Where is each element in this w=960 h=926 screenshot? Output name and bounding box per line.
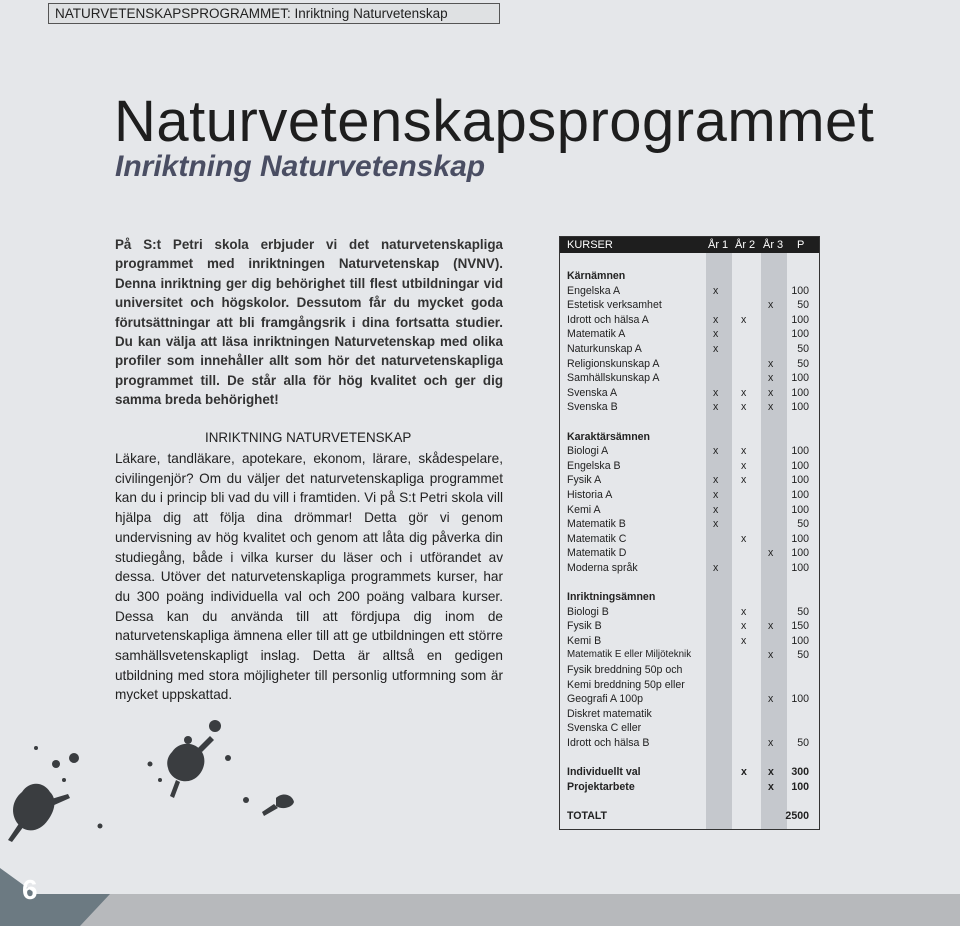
course-p: 100	[791, 313, 809, 326]
course-name: Kemi A	[567, 503, 601, 516]
running-header: NATURVETENSKAPSPROGRAMMET: Inriktning Naturvetenskap	[48, 3, 500, 24]
course-name: Kärnämnen	[567, 270, 626, 282]
course-name: Kemi B	[567, 634, 602, 647]
course-p: 100	[791, 561, 809, 574]
course-row	[560, 663, 819, 678]
course-y3: x	[768, 547, 774, 560]
course-p: 100	[791, 503, 809, 516]
course-row	[560, 444, 819, 459]
course-y2: x	[741, 532, 747, 545]
course-row	[560, 692, 819, 707]
footer-band	[0, 868, 960, 926]
course-name: TOTALT	[567, 809, 608, 822]
course-y3: x	[768, 693, 774, 706]
course-p: 100	[791, 547, 809, 560]
header-year3: År 3	[763, 239, 784, 251]
course-y3: x	[768, 620, 774, 633]
course-row	[560, 342, 819, 357]
course-name: Fysik B	[567, 620, 602, 633]
course-name: Matematik A	[567, 328, 626, 341]
course-p: 50	[797, 605, 809, 618]
course-row	[560, 357, 819, 372]
course-y3: x	[768, 299, 774, 312]
course-p: 2500	[785, 809, 809, 822]
course-row	[560, 561, 819, 576]
course-y3: x	[768, 386, 774, 399]
course-p: 100	[791, 401, 809, 414]
course-y3: x	[768, 372, 774, 385]
course-y1: x	[713, 488, 719, 501]
course-row	[560, 473, 819, 488]
course-row	[560, 619, 819, 634]
course-name: Biologi A	[567, 445, 609, 458]
course-y3: x	[768, 766, 774, 779]
intro-paragraph	[115, 235, 503, 410]
course-name: Idrott och hälsa A	[567, 313, 649, 326]
course-name: Matematik D	[567, 547, 627, 560]
course-row	[560, 605, 819, 620]
course-y3: x	[768, 649, 774, 662]
course-p: 100	[791, 693, 809, 706]
course-p: 50	[797, 518, 809, 531]
course-row	[560, 780, 819, 795]
course-p: 100	[791, 634, 809, 647]
course-name: Biologi B	[567, 605, 609, 618]
course-name: Karaktärsämnen	[567, 430, 651, 443]
page-title: Naturvetenskapsprogrammet	[114, 89, 875, 154]
course-y1: x	[713, 503, 719, 516]
table-spacer	[560, 751, 819, 766]
course-row	[560, 386, 819, 401]
header-kurser: KURSER	[567, 239, 613, 251]
course-y1: x	[713, 445, 719, 458]
header-points: P	[797, 239, 805, 251]
course-name: Svenska C eller	[567, 722, 642, 735]
course-name: Fysik breddning 50p och	[567, 664, 683, 677]
course-name: Svenska A	[567, 386, 618, 399]
course-row	[560, 634, 819, 649]
course-p: 50	[797, 299, 809, 312]
course-row	[560, 546, 819, 561]
course-name: Svenska B	[567, 401, 618, 414]
course-p: 300	[791, 766, 809, 779]
course-name: Matematik B	[567, 518, 626, 531]
course-name: Historia A	[567, 488, 613, 501]
course-row	[560, 721, 819, 736]
course-group-heading	[560, 269, 819, 284]
course-p: 100	[791, 488, 809, 501]
course-name: Diskret matematik	[567, 707, 652, 720]
course-y2: x	[741, 386, 747, 399]
course-p: 150	[791, 620, 809, 633]
section-heading: INRIKTNING NATURVETENSKAP	[205, 430, 412, 445]
course-p: 50	[797, 649, 809, 662]
course-row	[560, 298, 819, 313]
page-number: 6	[22, 874, 38, 905]
course-row	[560, 503, 819, 518]
course-row	[560, 327, 819, 342]
course-p: 100	[791, 386, 809, 399]
course-row	[560, 707, 819, 722]
course-y3: x	[768, 737, 774, 749]
course-row	[560, 488, 819, 503]
course-name: Samhällskunskap A	[567, 372, 660, 385]
course-name: Idrott och hälsa B	[567, 737, 650, 749]
table-spacer	[560, 794, 819, 809]
course-p: 100	[791, 284, 809, 297]
course-y1: x	[713, 474, 719, 487]
course-name: Geografi A 100p	[567, 693, 643, 706]
course-y1: x	[713, 284, 719, 297]
course-name: Estetisk verksamhet	[567, 299, 662, 312]
course-y3: x	[768, 401, 774, 414]
course-y2: x	[741, 634, 747, 647]
course-row	[560, 809, 819, 824]
course-row	[560, 371, 819, 386]
course-name: Individuellt val	[567, 766, 641, 779]
course-p: 100	[791, 445, 809, 458]
course-p: 50	[797, 357, 809, 370]
course-y1: x	[713, 561, 719, 574]
courses-table	[559, 236, 820, 830]
course-y2: x	[741, 620, 747, 633]
course-y2: x	[741, 474, 747, 487]
course-row	[560, 736, 819, 751]
page-subtitle: Inriktning Naturvetenskap	[115, 150, 486, 183]
course-y2: x	[741, 459, 747, 472]
course-name: Engelska B	[567, 459, 621, 472]
course-name: Engelska A	[567, 284, 621, 297]
section-body-text: Läkare, tandläkare, apotekare, ekonom, lärare, skådespelare, civilingenjör? Om du väljer det naturvetenskapliga programmet kan du i princip bli vad du vill i framtiden. Vi på S:t Petri skola vill hjälpa dig att följa dina drömmar! Detta gör vi genom undervisning av hög kvalitet och genom att låta dig påverka din studiegång, både i vilka kurser du läser och i utförandet av dessa. Utöver det naturvetenskapliga programmets kurser, har du 300 poäng individuella val och 200 poäng valbara kurser. Dessa kan du använda till att fördjupa dig inom de naturvetenskapliga ämnena eller till att ge utbildningen ett större samhällsvetenskapligt inslag. Detta är alltså en gedigen utbildning med stora möjligheter till personlig utformning som är mycket uppskattad.	[115, 451, 503, 703]
course-name: Projektarbete	[567, 780, 635, 793]
course-row	[560, 532, 819, 547]
course-y3: x	[768, 357, 774, 370]
course-row	[560, 517, 819, 532]
course-y2: x	[741, 445, 747, 458]
courses-table-header	[560, 237, 819, 253]
course-row	[560, 648, 819, 663]
course-name: Moderna språk	[567, 561, 638, 574]
course-y1: x	[713, 401, 719, 414]
course-name: Religionskunskap A	[567, 357, 660, 370]
course-row	[560, 284, 819, 299]
course-y2: x	[741, 313, 747, 326]
intro-text: På S:t Petri skola erbjuder vi det naturvetenskapliga programmet med inriktningen Naturvetenskap (NVNV). Denna inriktning ger dig behörighet till flest utbildningar vid universitet och högskolor. Dessutom får du mycket goda förutsättningar att bli framgångsrik i dina fortsatta studier. Du kan välja att läsa inriktningen Naturvetenskap med olika profiler som innehåller allt som hör det naturvetenskapliga programmet till. De står alla för hög kvalitet och ger dig samma breda behörighet!	[115, 237, 503, 408]
header-year1: År 1	[708, 239, 729, 251]
course-p: 100	[791, 532, 809, 545]
course-name: Matematik C	[567, 532, 627, 545]
course-row	[560, 313, 819, 328]
course-y2: x	[741, 401, 747, 414]
course-y1: x	[713, 313, 719, 326]
course-name: Kemi breddning 50p eller	[567, 678, 685, 691]
course-row	[560, 765, 819, 780]
course-y2: x	[741, 766, 747, 779]
table-spacer	[560, 415, 819, 430]
course-group-heading	[560, 590, 819, 605]
course-p: 50	[797, 342, 809, 355]
course-y1: x	[713, 518, 719, 531]
course-row	[560, 400, 819, 415]
course-p: 100	[791, 328, 809, 341]
ink-splatter-decoration	[0, 700, 320, 870]
course-group-heading	[560, 430, 819, 445]
courses-rows	[560, 269, 819, 824]
course-name: Inriktningsämnen	[567, 591, 656, 604]
course-y1: x	[713, 386, 719, 399]
course-p: 50	[797, 737, 809, 749]
course-y1: x	[713, 342, 719, 355]
course-name: Fysik A	[567, 474, 602, 487]
course-name: Naturkunskap A	[567, 342, 642, 355]
course-row	[560, 459, 819, 474]
course-row	[560, 678, 819, 693]
table-spacer	[560, 575, 819, 590]
course-y2: x	[741, 605, 747, 618]
course-name: Matematik E eller Miljöteknik	[567, 649, 692, 661]
course-p: 100	[791, 372, 809, 385]
course-y1: x	[713, 328, 719, 341]
course-p: 100	[791, 459, 809, 472]
course-p: 100	[791, 474, 809, 487]
course-p: 100	[791, 780, 809, 793]
section-body	[115, 449, 503, 705]
header-year2: År 2	[735, 239, 756, 251]
course-y3: x	[768, 780, 774, 793]
